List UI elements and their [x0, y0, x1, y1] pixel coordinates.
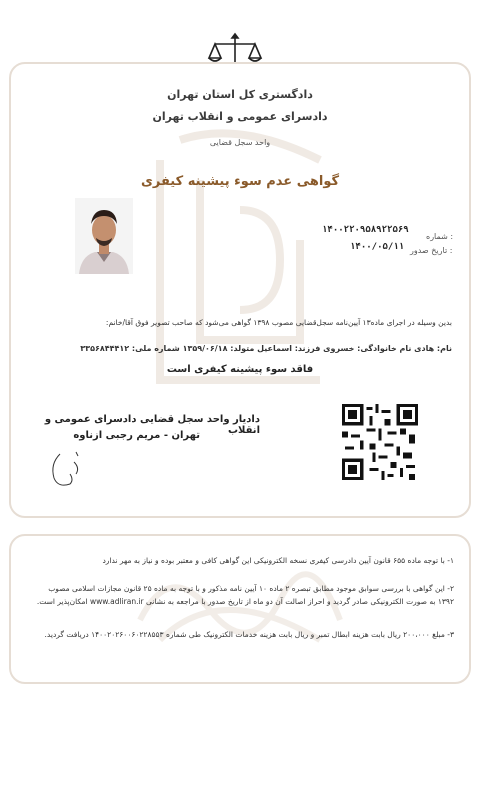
- handwritten-signature: [40, 444, 120, 494]
- applicant-photo: [75, 198, 133, 274]
- result-text: فاقد سوء پیشینه کیفری است: [166, 364, 314, 375]
- unit-title: واحد سجل قضایی: [209, 138, 271, 147]
- watermark-emblem: [120, 120, 360, 420]
- note-2: ۲- این گواهی با بررسی سوابق موجود مطابق تبصره ۲ ماده ۱۰ آیین نامه مذکور و با توجه به ماده ۲۵ قانون مجازات اسلامی مصوب ۱۳۹۲ به صورت الکترونیکی صادر گردید و احراز اصالت آن دو ماه از تاریخ صدور با مراجعه به نشانی www.adliran.ir امکان‌پذیر است.: [36, 584, 454, 606]
- certificate-title: گواهی عدم سوء پیشینه کیفری: [140, 174, 340, 189]
- qr-code: [342, 404, 418, 480]
- date-value: ۱۴۰۰/۰۵/۱۱: [350, 242, 405, 252]
- note-1: ۱- با توجه ماده ۶۵۵ قانون آیین دادرسی کیفری نسخه الکترونیکی این گواهی کافی و معتبر بوده و نیاز به مهر ندارد: [102, 556, 454, 565]
- court-general-title: دادگستری کل استان تهران: [167, 88, 313, 101]
- number-label: شماره :: [426, 232, 454, 241]
- person-details: نام: هادی نام خانوادگی: خسروی فرزند: اسماعیل متولد: ۱۳۵۹/۰۶/۱۸ شماره ملی: ۳۳۵۶۸۴۴۴۱۲: [80, 344, 452, 353]
- prosecutor-title: دادسرای عمومی و انقلاب تهران: [152, 110, 328, 123]
- number-value: ۱۴۰۰۲۲۰۹۵۸۹۲۲۵۶۹: [322, 225, 409, 235]
- intro-text: بدین وسیله در اجرای ماده۱۳ آیین‌نامه سجل‌قضایی مصوب ۱۳۹۸ گواهی می‌شود که صاحب تصویر فوق آقا/خانم:: [105, 318, 452, 327]
- signatory-title-line1: دادیار واحد سجل قضایی دادسرای عمومی و انقلاب: [44, 414, 260, 436]
- note-3: ۳- مبلغ ۲۰۰،۰۰۰ ریال بابت هزینه ابطال تمبر و ریال بابت هزینه خدمات الکترونیک طی شماره ۱۴۰۰۲۰۲۶۰۰۶۰۲۲۸۵۵۳ دریافت گردید.: [44, 630, 454, 639]
- signatory-title-line2: تهران - مریم رجبی ازناوه: [73, 430, 200, 441]
- date-label: تاریخ صدور :: [410, 246, 453, 255]
